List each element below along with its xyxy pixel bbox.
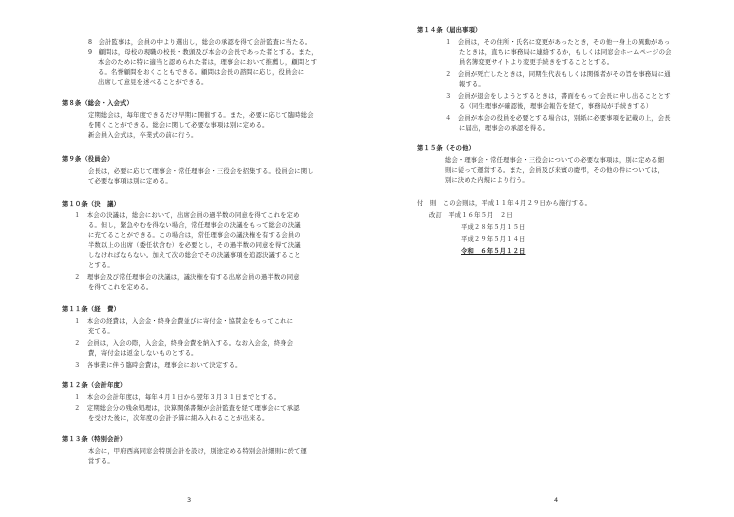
revision-line: 平成２９年５月１４日 <box>461 236 526 243</box>
article-heading: 第１４条（届出事項） <box>417 27 482 34</box>
article-heading: 第１５条（その他） <box>417 145 476 152</box>
text-line: 本会に，甲府西高同窓会特別会計を設け，別途定める特別会計細則に於て運 <box>88 448 307 455</box>
text-line: ２ 会員は，入会の際，入会金，終身会費を納入する。なお入会金，終身会 <box>74 340 294 347</box>
text-line: 新会員入会式は，卒業式の前に行う。 <box>88 132 198 139</box>
text-line: しなければならない。加えて次の総会でその決議事項を追認決議すること <box>88 252 301 259</box>
text-line: を開くことができる。総会に関して必要な事項は別に定める。 <box>88 122 269 129</box>
text-line: 9 顧問は，母校の現職の校長・教頭及び本会の会長であった者とする。また， <box>88 49 318 56</box>
article-heading: 第１２条（会計年度） <box>62 382 127 389</box>
text-line: １ 本会の会計年度は，毎年４月１日から翌年３月３１日までとする。 <box>74 394 281 401</box>
page-number: 4 <box>554 496 559 504</box>
text-line: に充てることができる。この場合は，常任理事会の議決権を有する会員の <box>88 232 301 239</box>
text-line: 費，寄付金は返金しないものとする。 <box>88 350 198 357</box>
article-heading: 第１０条（決 議） <box>62 201 121 208</box>
text-line: たときは，直ちに事務局に連絡するか，もしくは同窓会ホームページの会 <box>459 49 672 56</box>
text-line: る（同生理事が確認後，理事会報告を経て，事務局が手続きする） <box>459 103 653 110</box>
text-line: 出席して意見を述べることができる。 <box>98 79 208 86</box>
text-line: 員名簿変更サイトより変更手続きをすることとする。 <box>459 59 614 66</box>
text-line: 本会のために特に適当と認められた者は，理事会において推薦し，顧問とす <box>98 59 318 66</box>
text-line: る。但し，緊急やむを得ない場合，常任理事会の決議をもって総会の決議 <box>88 222 301 229</box>
text-line: を受けた後に，次年度の会計予算に組み入れることが出来る。 <box>88 415 269 422</box>
text-line: 8 会計監事は，会員の中より選出し，総会の承認を得て会計監査に当たる。 <box>88 39 312 46</box>
text-line: 定期総会は，毎年度できるだけ早期に開催する。また，必要に応じて臨時総会 <box>88 112 314 119</box>
text-line: ４ 会員が本会の役員を必要とする場合は，別紙に必要事項を記載の上，会長 <box>445 115 671 122</box>
text-line: ３ 各事業に伴う臨時会費は，理事会において決定する。 <box>74 362 242 369</box>
article-heading: 第１３条（特別会計） <box>62 436 127 443</box>
revision-line: 平成２８年５月１５日 <box>461 224 526 231</box>
text-line: 総会・理事会・常任理事会・三役会についての必要な事項は，別に定める細 <box>445 157 665 164</box>
text-line: ２ 会員が死亡したときは，同期生代表もしくは関係者がその旨を事務局に通 <box>445 71 671 78</box>
text-line: ２ 理事会及び常任理事会の決議は，議決権を有する出席会員の過半数の同意 <box>74 274 300 281</box>
text-line: １ 本会の経費は，入会金・終身会費並びに寄付金・協賛金をもってこれに <box>74 318 294 325</box>
text-line: 則に従って運営する。また，会員及び来賓の慶弔，その他の件については， <box>445 167 665 174</box>
text-line: ３ 会員が退会をしようとするときは，書面をもって会長に申し出ることとす <box>445 93 671 100</box>
article-heading: 第９条（役員会） <box>62 156 114 163</box>
text-line: １ 会員は，その住所・氏名に変更があったとき，その他一身上の異動があっ <box>445 39 671 46</box>
text-line: とする。 <box>88 262 114 269</box>
page-number: 3 <box>187 496 192 504</box>
text-line: 半数以上の出席（委任状含む）を必要とし，その過半数の同意を得て決議 <box>88 242 301 249</box>
text-line: 別に決めた内規により行う。 <box>445 177 529 184</box>
text-line: 会長は，必要に応じて理事会・常任理事会・三役会を招集する。役員会に関し <box>88 168 314 175</box>
text-line: て必要な事項は別に定める。 <box>88 178 172 185</box>
article-heading: 第８条（総会・入会式） <box>62 100 133 107</box>
text-line: る。名誉顧問をおくこともできる。顧問は会長の諮問に応じ，役員会に <box>98 69 305 76</box>
text-line: を得てこれを定める。 <box>88 284 153 291</box>
text-line: に届出，理事会の承認を得る。 <box>459 125 550 132</box>
text-line: 充てる。 <box>88 328 114 335</box>
text-line: ２ 定期総会分の残余処理は，決算関係書類が会計監査を経て理事会にて承認 <box>74 405 300 412</box>
revision-line-latest: 令和 ６年５月１２日 <box>461 248 526 255</box>
supplementary-provision: 付 則 この会則は，平成１１年４月２９日から施行する。 <box>417 200 592 207</box>
text-line: １ 本会の決議は，総会において，出席会員の過半数の同意を得てこれを定め <box>74 212 300 219</box>
text-line: 報する。 <box>459 81 485 88</box>
text-line: 営する。 <box>88 458 114 465</box>
article-heading: 第１１条（経 費） <box>62 306 121 313</box>
revision-line: 改訂 平成１６年５月 ２日 <box>429 212 513 219</box>
right-page <box>367 0 734 517</box>
